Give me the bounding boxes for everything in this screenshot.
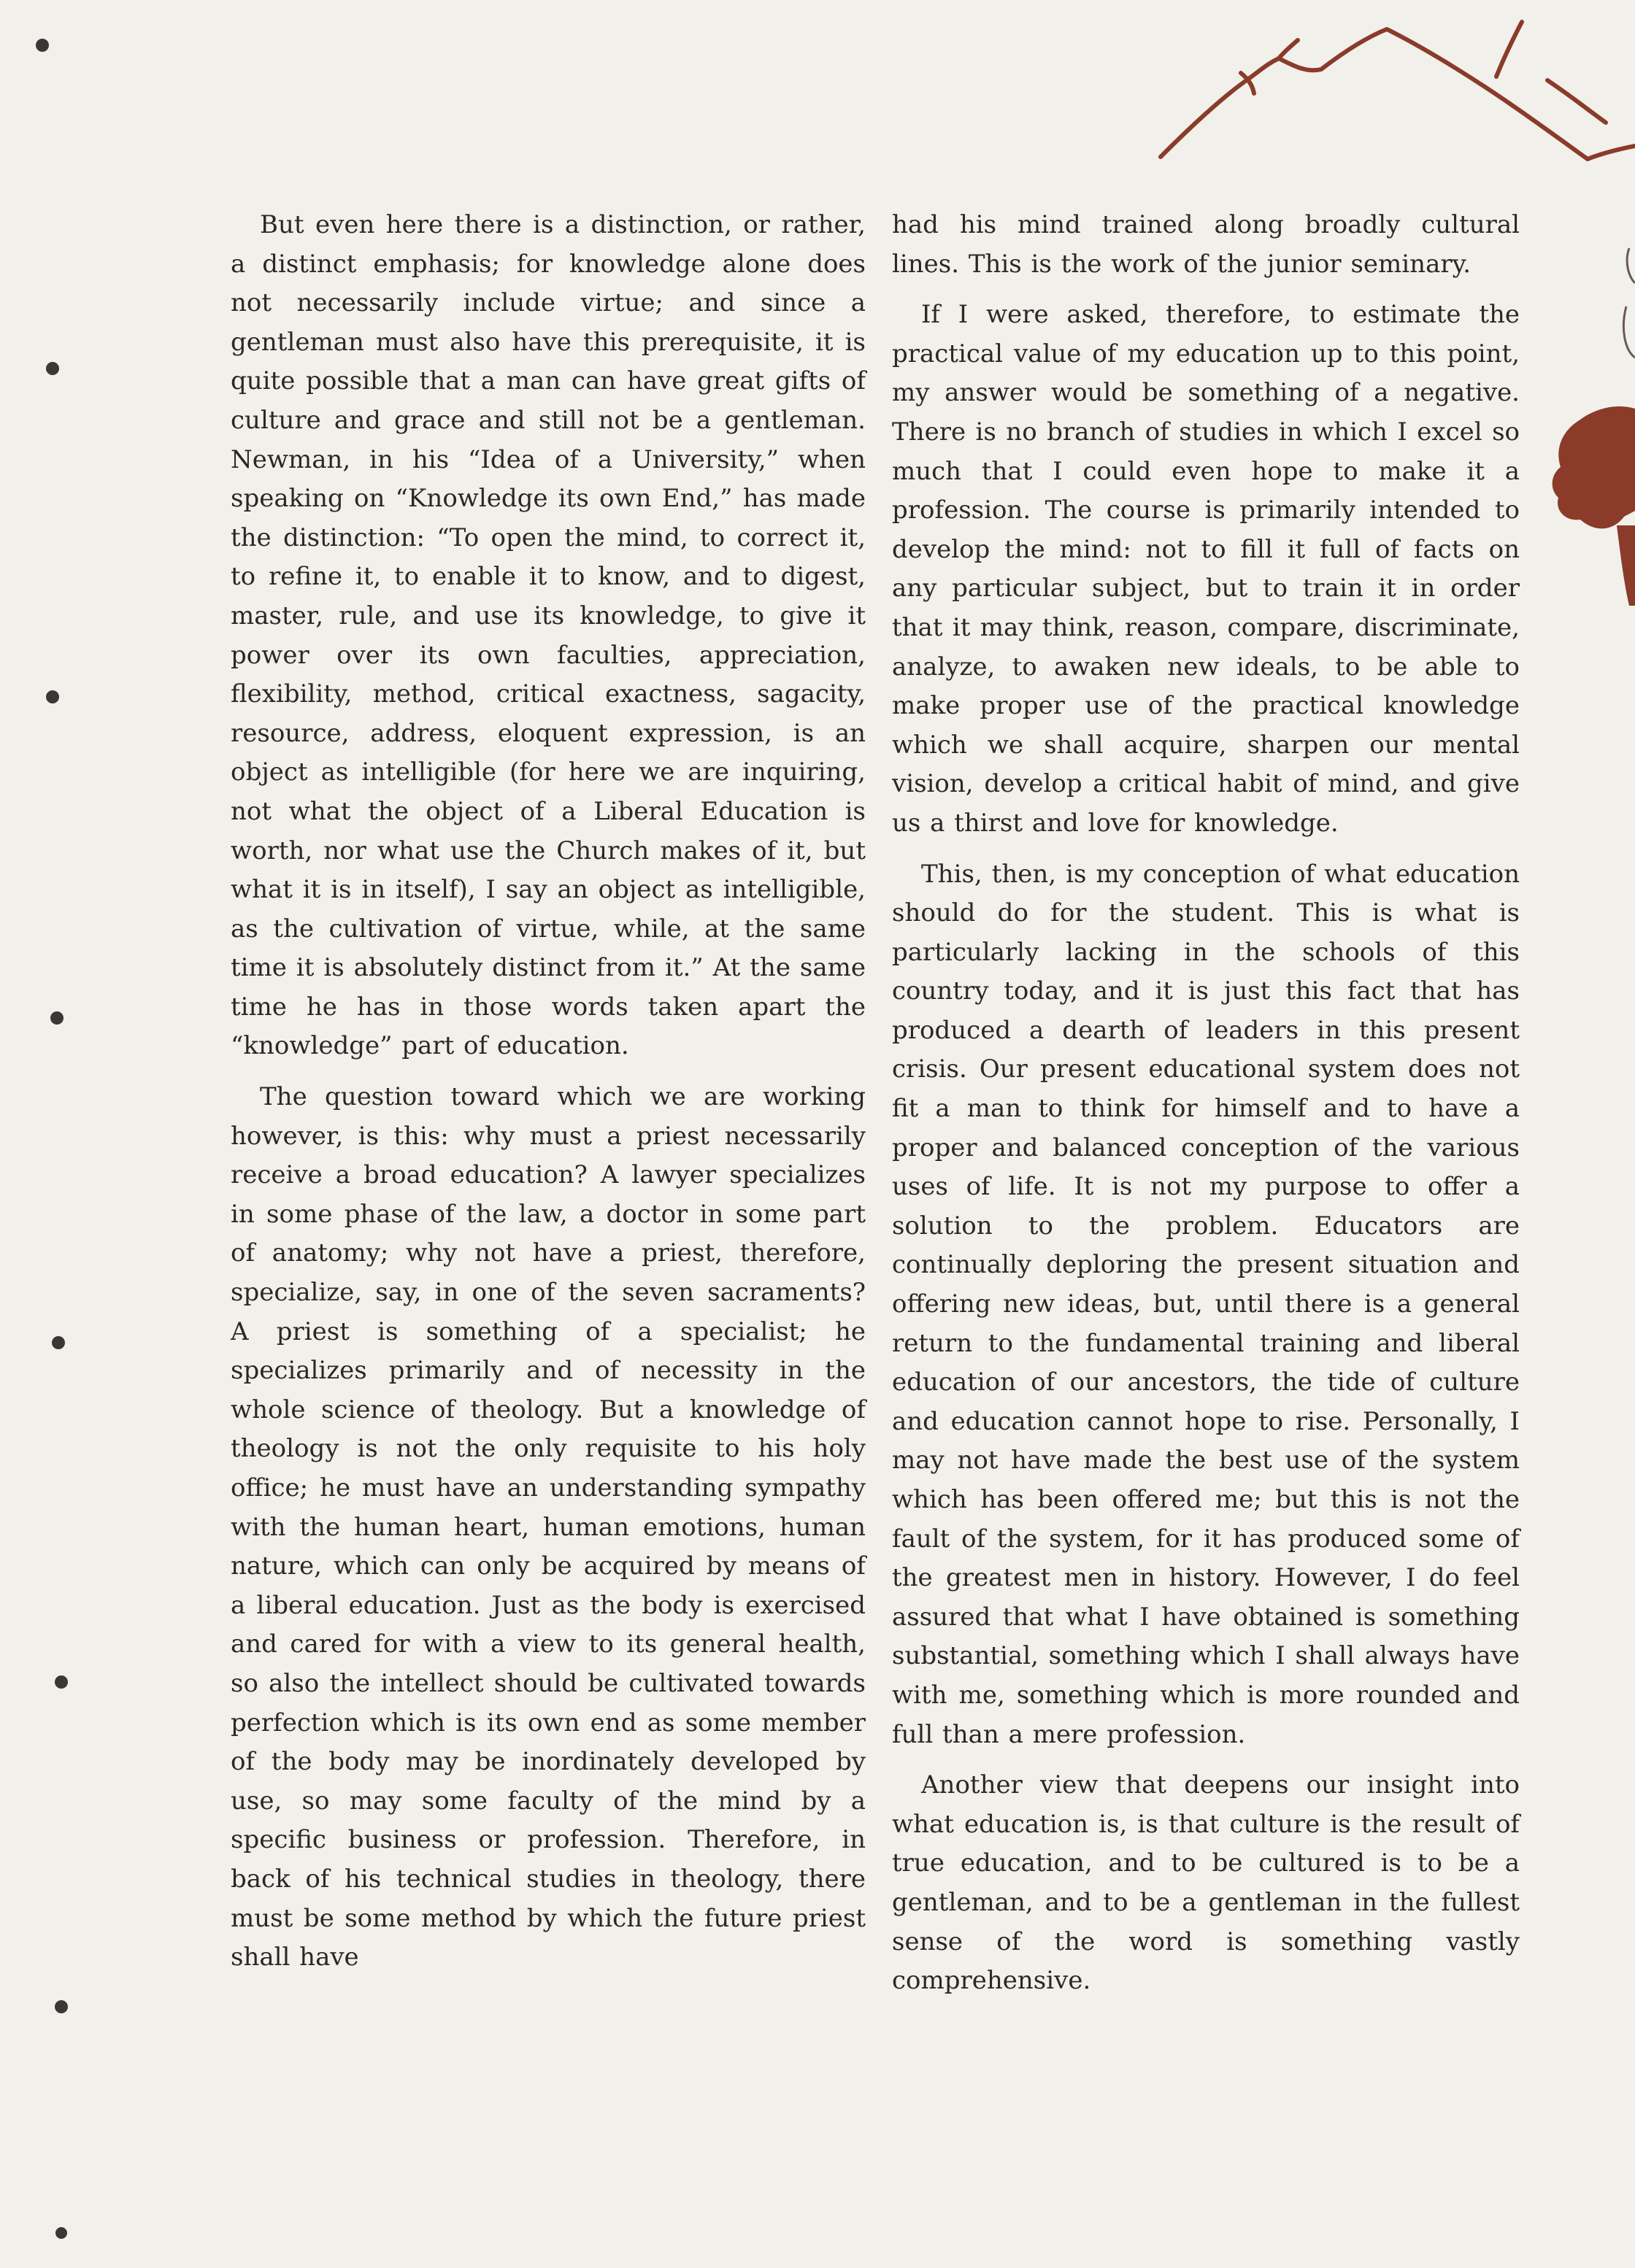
paragraph: had his mind trained along broadly cultural lines. This is the work of the junior seminary. [892, 210, 1520, 279]
binder-hole [50, 1011, 64, 1025]
binder-hole [46, 690, 59, 703]
paragraph: The question toward which we are working however, is this: why must a priest necessarily receive a broad education? A lawyer specializes in some phase of the law, a doctor in some part of anatomy; why not have a priest, therefore, specialize, say, in one of the seven sacraments? A priest is something of a specialist; he specializes primarily and of necessity in the whole science of theology. But a knowledge of theology is not the only requisite to his holy office; he must have an understanding sympathy with the human heart, human emotions, human nature, which can only be acquired by means of a liberal education. Just as the body is exercised and cared for with a view to its general health, so also the intellect should be cultivated towards perfection which is its own end as some member of the body may be inordinately developed by use, so may some faculty of the mind by a specific business or profession. Therefore, in back of his technical studies in theology, there must be some method by which the future priest shall have [231, 1082, 866, 1972]
binder-holes [36, 39, 68, 2239]
paragraph: But even here there is a distinction, or rather, a distinct emphasis; for knowledge alone does not necessarily include virtue; and since a gentleman must also have this prerequisite, it is quite possible that a man can have great gifts of culture and grace and still not be a gentleman. Newman, in his “Idea of a University,” when speaking on “Knowledge its own End,” has made the distinction: “To open the mind, to correct it, to refine it, to enable it to know, and to digest, master, rule, and use its knowledge, to give it power over its own faculties, appreciation, flexibility, method, critical exactness, sagacity, resource, address, eloquent expression, is an object as intelligible (for here we are inquiring, not what the object of a Liberal Education is worth, nor what use the Church makes of it, but what it is in itself), I say an object as intelligible, as the cultivation of virtue, while, at the same time it is absolutely distinct from it.” At the same time he has in those words taken apart the “knowledge” part of education. [231, 210, 866, 1061]
right-column [892, 206, 1520, 2013]
binder-hole [55, 2227, 67, 2239]
binder-hole [52, 1336, 65, 1349]
binder-hole [36, 39, 49, 52]
paragraph: Another view that deepens our insight into what education is, is that culture is the result of true education, and to be cultured is to be a gentleman, and to be a gentleman in the fullest sense of the word is something vastly comprehensive. [892, 1770, 1520, 1996]
binder-hole [55, 2000, 68, 2013]
left-column [231, 206, 866, 1989]
binder-hole [55, 1675, 68, 1689]
figure-sketch-icon [1553, 248, 1635, 606]
paragraph: This, then, is my conception of what education should do for the student. This is what is particularly lacking in the schools of this country today, and it is just this fact that has produced a dearth of leaders in this present crisis. Our present educational system does not fit a man to think for himself and to have a proper and balanced conception of the various uses of life. It is not my purpose to offer a solution to the problem. Educators are continually deploring the present situation and offering new ideas, but, until there is a general return to the fundamental training and liberal education of our ancestors, the tide of culture and education cannot hope to rise. Personally, I may not have made the best use of the system which has been offered me; but this is not the fault of the system, for it has produced some of the greatest men in history. However, I do feel assured that what I have obtained is something substantial, something which I shall always have with me, something which is more rounded and full than a mere profession. [892, 859, 1520, 1749]
binder-hole [46, 362, 59, 375]
paragraph: If I were asked, therefore, to estimate the practical value of my education up to this point, my answer would be something of a negative. There is no branch of studies in which I excel so much that I could even hope to make it a profession. The course is primarily intended to develop the mind: not to fill it full of facts on any particular subject, but to train it in order that it may think, reason, compare, discriminate, analyze, to awaken new ideals, to be able to make proper use of the practical knowledge which we shall acquire, sharpen our mental vision, develop a critical habit of mind, and give us a thirst and love for knowledge. [892, 300, 1520, 838]
mountain-sketch-icon [1161, 22, 1635, 159]
